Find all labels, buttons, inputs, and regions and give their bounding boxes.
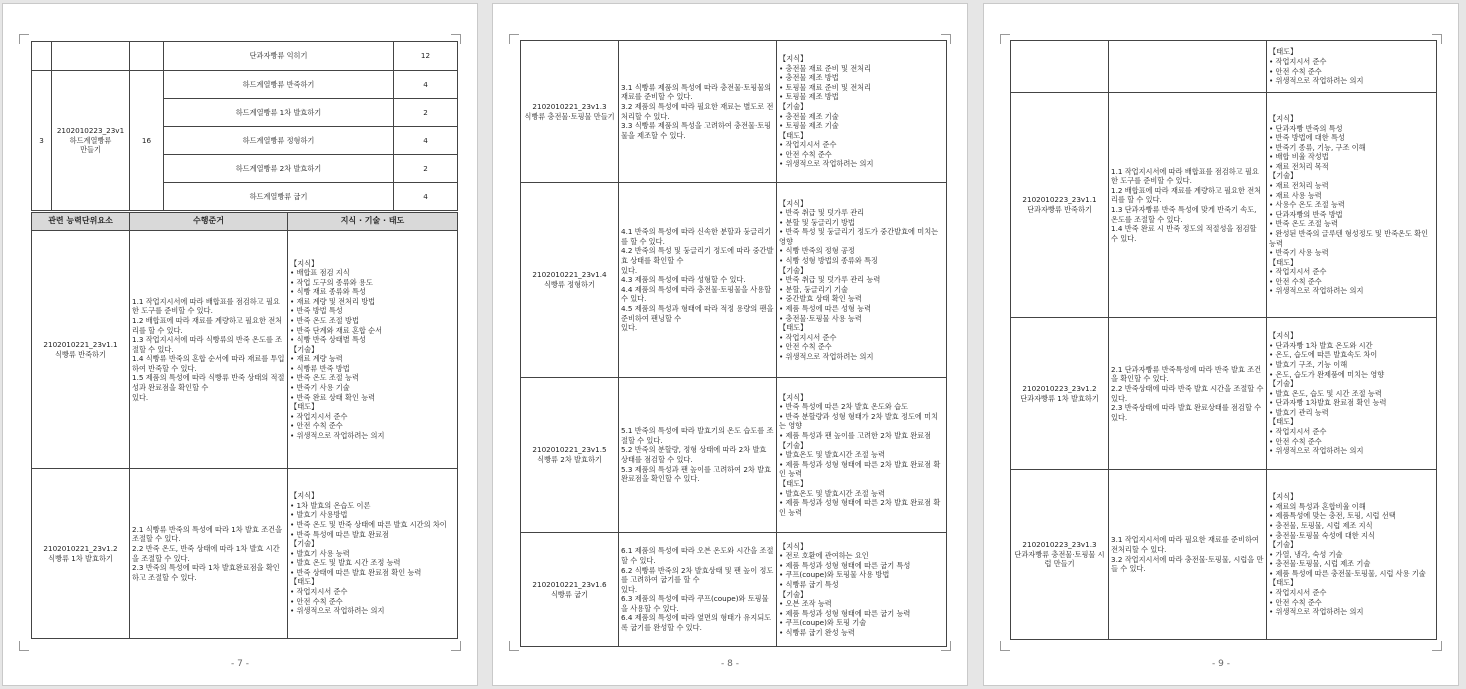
criteria-text: 2.1 단과자빵류 반죽특성에 따라 반죽 발효 조건을 확인할 수 있다. 2.2 반죽상태에 따라 반죽 발효 시간을 조절할 수 있다. 2.3 반죽상태에 따라 발효 완료상태를 점검할 수 있다. [1109,318,1267,470]
page-9 [983,3,1459,686]
ksa-text: 【지식】 • 단과자빵 1차 발효 온도와 시간 • 온도, 습도에 따른 발효속도 차이 • 발효기 구조, 기능 이해 • 온도, 습도가 완제품에 미치는 영향 【기술】 • 발효 온도, 습도 및 시간 조절 능력 • 단과자빵 1차발효 완료점 확인 능력 • 발효기 관리 능력 【태도】 • 작업지시서 준수 • 안전 수칙 준수 • 위생적으로 작업하려는 의지 [1267,318,1437,470]
task-name: 하드계열빵류 2차 발효하기 [164,155,394,183]
table-row [32,231,458,469]
unit-name-cell [52,42,130,71]
crop-mark [509,34,519,44]
element-name: 2102010223_23v1.3 단과자빵류 충전물·토핑물 시럽 만들기 [1011,470,1109,640]
criteria-text: 1.1 작업지시서에 따라 배합표를 점검하고 필요한 도구를 준비할 수 있다. 1.2 배합표에 따라 재료를 계량하고 필요한 전처리를 할 수 있다. 1.3 작업지시서에 따라 식빵류의 반죽 온도를 조절할 수 있다. 1.4 식빵류 반죽의 혼합 순서에 따라 재료를 투입하여 반죽할 수 있다. 1.5 제품의 특성에 따라 식빵류 반죽 상태의 적절성과 완료점을 확인할 수 있다. [130,231,288,469]
page-8 [492,3,968,686]
criteria-text [1109,41,1267,93]
criteria-text: 1.1 작업지시서에 따라 배합표를 점검하고 필요한 도구를 준비할 수 있다. 1.2 배합표에 따라 재료를 계량하고 필요한 전처리를 할 수 있다. 1.3 단과자빵류 반죽 특성에 맞게 반죽기 속도, 온도를 조절할 수 있다. 1.4 반죽 완료 시 반죽 정도의 적절성을 점검할 수 있다. [1109,93,1267,318]
header-criteria: 수행준거 [130,213,288,231]
ksa-text: 【지식】 • 충전물 재료 준비 및 전처리 • 충전물 제조 방법 • 토핑물 재료 준비 및 전처리 • 토핑물 제조 방법 【기술】 • 충전물 제조 기술 • 토핑물 제조 기술 【태도】 • 작업지시서 준수 • 안전 수칙 준수 • 위생적으로 작업하려는 의지 [777,41,947,183]
page-number: - 7 - [231,659,249,669]
table-row [521,533,947,647]
table-row [1011,470,1437,640]
table-row [521,183,947,378]
header-ksa: 지식 · 기술 · 태도 [288,213,458,231]
ksa-text: 【지식】 • 단과자빵 반죽의 특성 • 반죽 방법에 대한 특성 • 반죽기 종류, 기능, 구조 이해 • 배합 비율 작성법 • 재료 전처리 목적 【기술】 • 재료 전처리 능력 • 재료 사용 능력 • 사용수 온도 조절 능력 • 단과자빵의 반죽 방법 • 반죽 온도 조절 능력 • 완성된 반죽의 글루텐 형성정도 및 반죽온도 확인 능력 • 반죽기 사용 능력 【태도】 • 작업지시서 준수 • 안전 수칙 준수 • 위생적으로 작업하려는 의지 [1267,93,1437,318]
task-name: 하드계열빵류 정형하기 [164,127,394,155]
element-name: 2102010223_23v1.2 단과자빵류 1차 발효하기 [1011,318,1109,470]
table-row [521,378,947,533]
ksa-text: 【지식】 • 재료의 특성과 혼합비율 이해 • 제품특성에 맞는 충전, 토핑, 시럽 선택 • 충전물, 토핑물, 시럽 제조 지식 • 충전물·토핑물 숙성에 대한 지식 【기술】 • 가열, 냉각, 숙성 기술 • 충전물·토핑물, 시럽 제조 기술 • 제품 특성에 따른 충전물·토핑물, 시럽 사용 기술 【태도】 • 작업지시서 준수 • 안전 수칙 준수 • 위생적으로 작업하려는 의지 [1267,470,1437,640]
crop-mark [19,34,29,44]
ksa-text: 【지식】 • 1차 발효의 온습도 이론 • 발효기 사용방법 • 반죽 온도 및 반죽 상태에 따른 발효 시간의 차이 • 반죽 특성에 따른 발효 완료점 【기술】 • 발효기 사용 능력 • 발효 온도 및 발효 시간 조정 능력 • 반죽 상태에 따른 발효 완료점 확인 능력 【태도】 • 작업지시서 준수 • 안전 수칙 준수 • 위생적으로 작업하려는 의지 [288,469,458,639]
task-hours: 4 [394,183,458,211]
element-name: 2102010221_23v1.5 식빵류 2차 발효하기 [521,378,619,533]
task-hours: 4 [394,127,458,155]
task-hours: 4 [394,71,458,99]
page-number: - 9 - [1212,659,1230,669]
element-name: 2102010221_23v1.1 식빵류 반죽하기 [32,231,130,469]
task-hours: 2 [394,155,458,183]
page-7 [2,3,478,686]
table-row [1011,93,1437,318]
task-hours: 12 [394,42,458,71]
table-row [1011,318,1437,470]
task-name: 하드계열빵류 반죽하기 [164,71,394,99]
ksa-text: 【지식】 • 전로 호환에 관여하는 요인 • 제품 특성과 성형 형태에 따른 굽기 특성 • 쿠프(coupe)와 토핑물 사용 방법 • 식빵류 굽기 특성 【기술】 • 오븐 조작 능력 • 제품 특성과 성형 형태에 따른 굽기 능력 • 쿠프(coupe)와 토핑 기술 • 식빵류 굽기 완성 능력 [777,533,947,647]
competency-table [1010,40,1437,640]
unit-hours: 16 [130,71,164,211]
task-name: 단과자빵류 익히기 [164,42,394,71]
ksa-text: 【태도】 • 작업지시서 준수 • 안전 수칙 준수 • 위생적으로 작업하려는 의지 [1267,41,1437,93]
unit-no: 3 [32,71,52,211]
task-name: 하드계열빵류 1차 발효하기 [164,99,394,127]
criteria-text: 6.1 제품의 특성에 따라 오븐 온도와 시간을 조절할 수 있다. 6.2 식빵류 반죽의 2차 발효상태 및 팬 높이 정도를 고려하여 굽기를 할 수 있다. 6.3 제품의 특성에 따라 쿠프(coupe)와 토핑물을 사용할 수 있다. 6.4 제품의 특성에 따라 옆면의 형태가 유지되도록 굽기를 완성할 수 있다. [619,533,777,647]
unit-task-table [31,41,458,211]
element-name: 2102010221_23v1.6 식빵류 굽기 [521,533,619,647]
table-row [1011,41,1437,93]
element-name: 2102010223_23v1.1 단과자빵류 반죽하기 [1011,93,1109,318]
crop-mark [19,641,29,651]
criteria-text: 5.1 반죽의 특성에 따라 발효기의 온도 습도를 조절할 수 있다. 5.2 반죽의 분할량, 정형 상태에 따라 2차 발효 상태를 점검할 수 있다. 5.3 제품의 특성과 팬 높이를 고려하여 2차 발효 완료점을 확인할 수 있다. [619,378,777,533]
element-name: 2102010221_23v1.2 식빵류 1차 발효하기 [32,469,130,639]
ksa-text: 【지식】 • 반죽 특성에 따른 2차 발효 온도와 습도 • 반죽 분할량과 성형 형태가 2차 발효 정도에 미치는 영향 • 제품 특성과 팬 높이를 고려한 2차 발효 완료점 【기술】 • 발효온도 및 발효시간 조절 능력 • 제품 특성과 성형 형태에 따른 2차 발효 완료점 확인 능력 【태도】 • 발효온도 및 발효시간 조절 능력 • 제품 특성과 성형 형태에 따른 2차 발효 완료점 확인 능력 [777,378,947,533]
crop-mark [1000,34,1010,44]
crop-mark [1432,641,1442,651]
ksa-text: 【지식】 • 배합표 점검 지식 • 작업 도구의 종류와 용도 • 식빵 재료 종류와 특성 • 재료 계량 및 전처리 방법 • 반죽 방법 특성 • 반죽 온도 조절 방법 • 반죽 단계와 재료 혼합 순서 • 식빵 반죽 상태별 특성 【기술】 • 재료 계량 능력 • 식빵류 반죽 방법 • 반죽 온도 조절 능력 • 반죽기 사용 기술 • 반죽 완료 상태 확인 능력 【태도】 • 작업지시서 준수 • 안전 수칙 준수 • 위생적으로 작업하려는 의지 [288,231,458,469]
element-name: 2102010221_23v1.4 식빵류 정형하기 [521,183,619,378]
criteria-text: 3.1 식빵류 제품의 특성에 따라 충전물·토핑물의 재료를 준비할 수 있다. 3.2 제품의 특성에 따라 필요한 재료는 별도로 전처리할 수 있다. 3.3 식빵류 제품의 특성을 고려하여 충전물·토핑물을 제조할 수 있다. [619,41,777,183]
criteria-text: 2.1 식빵류 반죽의 특성에 따라 1차 발효 조건을 조절할 수 있다. 2.2 반죽 온도, 반죽 상태에 따라 1차 발효 시간을 조절할 수 있다. 2.3 반죽의 특성에 따라 1차 발효완료점을 확인하고 조절할 수 있다. [130,469,288,639]
ksa-text: 【지식】 • 반죽 취급 및 덧가루 관리 • 분할 및 둥글리기 방법 • 반죽 특성 및 둥글리기 정도가 중간발효에 미치는 영향 • 식빵 반죽의 정형 공정 • 식빵 성형 방법의 종류와 특징 【기술】 • 반죽 취급 및 덧가루 관리 능력 • 분할, 둥글리기 기술 • 중간발효 상태 확인 능력 • 제품 특성에 따른 성형 능력 • 충전물·토핑물 사용 능력 【태도】 • 작업지시서 준수 • 안전 수칙 준수 • 위생적으로 작업하려는 의지 [777,183,947,378]
element-name: 2102010221_23v1.3 식빵류 충전물·토핑물 만들기 [521,41,619,183]
page-number: - 8 - [721,659,739,669]
table-row [32,42,458,71]
table-row [521,41,947,183]
table-header-row [32,213,458,231]
unit-name: 2102010223_23v1 하드계열빵류 만들기 [52,71,130,211]
element-name [1011,41,1109,93]
table-row [32,469,458,639]
crop-mark [509,641,519,651]
competency-table [520,40,947,647]
competency-table [31,212,458,639]
crop-mark [451,641,461,651]
unit-hours-cell [130,42,164,71]
unit-no-cell [32,42,52,71]
header-element: 관련 능력단위요소 [32,213,130,231]
criteria-text: 3.1 작업지시서에 따라 필요한 재료를 준비하여 전처리할 수 있다. 3.2 작업지시서에 따라 충전물·토핑물, 시럽을 만들 수 있다. [1109,470,1267,640]
task-name: 하드계열빵류 굽기 [164,183,394,211]
table-row [32,71,458,99]
task-hours: 2 [394,99,458,127]
criteria-text: 4.1 반죽의 특성에 따라 신속한 분할과 둥글리기를 할 수 있다. 4.2 반죽의 특성 및 둥글리기 정도에 따라 중간발효 상태를 확인할 수 있다. 4.3 제품의 특성에 따라 성형할 수 있다. 4.4 제품의 특성에 따라 충전물·토핑물을 사용할 수 있다. 4.5 제품의 특성과 형태에 따라 적정 용량의 팬을 준비하여 팬닝할 수 있다. [619,183,777,378]
crop-mark [1000,641,1010,651]
